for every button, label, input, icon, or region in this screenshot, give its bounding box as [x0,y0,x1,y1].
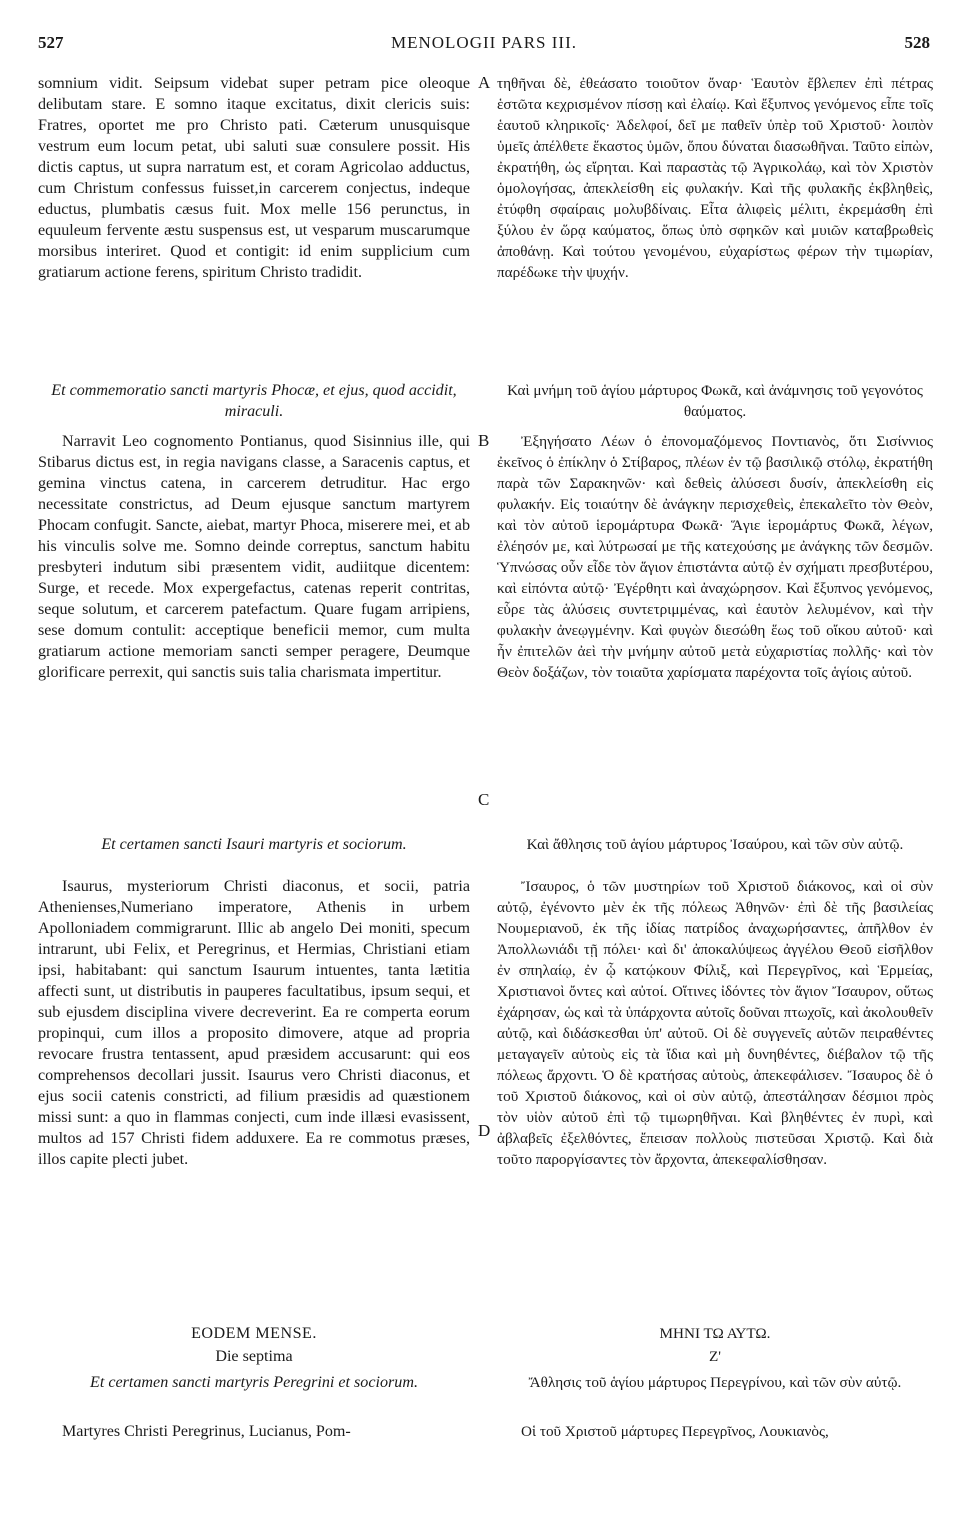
greek-heading-month: ΜΗΝΙ ΤΩ ΑΥΤΩ. [659,1325,771,1342]
margin-marker-a: A [478,73,491,92]
latin-paragraph-3: Isaurus, mysteriorum Christi diaconus, et socii, patria Athenienses,Numeriano imperatore, Athenis in urbem Apolloniadem commigrarunt. Illic ab angelo Dei moniti, specum intrarunt, ubi Felix, et Peregrinus, et Hermias, Christiani etiam ipsi, habitabant: qui sanctum Isaurum intuentes, tanta lætitia affecti sunt, ut distributis in pauperes facultatibus, ipsum sequi, et sub ejusdem disciplina vivere decreverint. Ea re comperta eorum propinqui, cum illos a proposito dimovere, atque ad propria revocare frustra tentassent, apud præsidem accusarunt: qui eos comprehensos decollari jussit. Isaurus vero Christi diaconus, et ejus socii catenis constricti, ad filium præsidis ad quæstionem missi sunt: a quo in flammas conjecti, cum inde illæsi evasissent, multos ad 157 Christi fidem adduxere. Ea re commotus præses, illos capite plecti jubet. [38,878,470,1168]
margin-marker-d: D [478,1121,491,1140]
page-number-right: 528 [904,33,930,52]
latin-heading-phocas: Et commemoratio sancti martyris Phocæ, et ejus, quod accidit, miraculi. [51,382,457,420]
latin-heading-day: Die septima [215,1348,293,1365]
latin-heading-peregrinus: Et certamen sancti martyris Peregrini et sociorum. [90,1374,418,1391]
latin-paragraph-1: somnium vidit. Seipsum videbat super petram pice oleoque delibutam stare. E somno itaque excitatus, dixit clericis suis: Fratres, oportet me pro Christo pati. Cæterum unusquisque vestrum eum locum petat, ubi saluti suæ consulere possit. His dictis captus, ut supra narratum est, et coram Agricolao adductus, cum Christum confessus fuisset,in carcerem conjectus, indeque eductus, plumbatis cæsus fuit. Mox melle 156 perunctus, in equuleum fervente æstu suspensus est, ut vesparum muscarumque morsibus interiret. Quod et contigit: id enim supplicium cum gratiarum actione ferens, spiritum Christo tradidit. [38,75,470,281]
greek-heading-phocas: Καὶ μνήμη τοῦ ἁγίου μάρτυρος Φωκᾶ, καὶ ἀνάμνησις τοῦ γεγονότος θαύματος. [507,382,923,420]
greek-paragraph-3: Ἴσαυρος, ὁ τῶν μυστηρίων τοῦ Χριστοῦ διάκονος, καὶ οἱ σὺν αὐτῷ, ἐγένοντο μὲν ἐκ τῆς πόλεως Ἀθηνῶν· ἐπὶ δὲ τῆς βασιλείας Νουμεριανοῦ, ἐκ τῆς ἰδίας πατρίδος ἀναχωρήσαντες, ἀπῆλθον ἐν Ἀπολλωνιάδι τῇ πόλει· καὶ δι' ἀποκαλύψεως ἀγγέλου Θεοῦ εἰσῆλθον ἐν σπηλαίῳ, ἐν ᾧ κατῴκουν Φίλιξ, καὶ Περεγρῖνος, καὶ Ἑρμείας, Χριστιανοὶ ὄντες καὶ αὐτοί. Οἵτινες ἰδόντες τὸν ἅγιον Ἴσαυρον, οὕτως ἐχάρησαν, ὡς καὶ τὰ ὑπάρχοντα αὐτοῖς δοῦναι πτωχοῖς, καὶ ἀκολουθεῖν αὐτῷ, καὶ διδάσκεσθαι ὑπ' αὐτοῦ. Οἱ δὲ συγγενεῖς αὐτῶν πειραθέντες μεταγαγεῖν αὐτοὺς εἰς τὰ ἴδια καὶ μὴ δυνηθέντες, διέβαλον τῷ τῆς πόλεως ἄρχοντι. Ὁ δὲ κρατήσας αὐτοὺς, ἀπεκεφάλισεν. Ἴσαυρος δὲ ὁ τοῦ Χριστοῦ διάκονος, καὶ οἱ σὺν αὐτῷ, ἀπεστάλησαν δέσμιοι πρὸς τὸν υἱὸν αὐτοῦ ἐπὶ τῷ τιμωρηθῆναι. Καὶ βληθέντες ἐν πυρὶ, καὶ ἀβλαβεῖς ἐξελθόντες, ἔπεισαν πολλοὺς πιστεῦσαι Χριστῷ. Καὶ διὰ τοῦτο παροργίσαντες τὸν ἄρχοντα, ἀπεκεφαλίσθησαν. [497,878,933,1168]
latin-paragraph-4: Martyres Christi Peregrinus, Lucianus, Pom- [62,1423,351,1440]
margin-marker-c: C [478,790,490,809]
latin-heading-isaurus: Et certamen sancti Isauri martyris et sociorum. [101,836,407,853]
greek-paragraph-4: Οἱ τοῦ Χριστοῦ μάρτυρες Περεγρῖνος, Λουκιανὸς, [521,1423,829,1440]
latin-heading-month: EODEM MENSE. [191,1325,317,1342]
page-header [38,33,930,55]
latin-paragraph-2: Narravit Leo cognomento Pontianus, quod Sisinnius ille, qui Stibarus dictus est, in regia navigans classe, a Saracenis captus, et gemina vinctus catena, in carcerem detruditur. Hac ergo necessitate constrictus, ad Deum ejusque sanctum martyrem Phocam confugit. Sancte, aiebat, martyr Phoca, miserere mei, et ab his vinculis solve me. Somno deinde correptus, sanctum habitu presbyteri indutum sibi præsentem vidit, audiitque dicentem: Surge, et recede. Mox expergefactus, catenas reperit contritas, seque solutum, et carcerem patefactum. Quare fugam arripiens, sese domum contulit: acceptique beneficii memor, cum multa gratiarum actione memoriam sancti semper peragere, Deumque glorificare perrexit, qui sanctis suis talia charismata impertitur. [38,433,470,681]
margin-marker-b: B [478,431,490,450]
greek-heading-day: Ζ' [708,1348,721,1365]
greek-paragraph-1: τηθῆναι δὲ, ἐθεάσατο τοιοῦτον ὄναρ· Ἑαυτὸν ἔβλεπεν ἐπὶ πέτρας ἑστῶτα κεχρισμένον πίσσῃ καὶ ἐλαίῳ. Καὶ ἔξυπνος γενόμενος εἶπε τοῖς ἑαυτοῦ κληρικοῖς· Ἀδελφοί, δεῖ με παθεῖν ὑπὲρ τοῦ Χριστοῦ· λοιπὸν ὑμεῖς ἀπέλθετε ἕκαστος ὑμῶν, ὅπου δύναται διασωθῆναι. Ταῦτο εἰπὼν, ἐκρατήθη, ὡς εἴρηται. Καὶ παραστὰς τῷ Ἀγρικολάῳ, καὶ τὸν Χριστὸν ὁμολογήσας, ἀπεκλείσθη εἰς φυλακήν. Καὶ τῆς φυλακῆς ἐκβληθεὶς, ἐτύφθη σφαίραις μολυβδίναις. Εἶτα ἀλιφεὶς μέλιτι, ἐκρεμάσθη ἐπὶ ξύλου ἐν ὥρᾳ καύματος, ὅπως ὑπὸ σφηκῶν καὶ μυιῶν καταβρωθεὶς ἀποθάνῃ. Καὶ τούτου γενομένου, εὐχαρίστως φέρων τὴν τιμωρίαν, παρέδωκε τὴν ψυχήν. [497,75,933,281]
page-number-left: 527 [38,33,64,52]
greek-heading-isaurus: Καὶ ἄθλησις τοῦ ἁγίου μάρτυρος Ἰσαύρου, καὶ τῶν σὺν αὐτῷ. [526,836,904,853]
greek-heading-peregrinus: Ἄθλησις τοῦ ἁγίου μάρτυρος Περεγρίνου, καὶ τῶν σὺν αὐτῷ. [528,1374,902,1391]
greek-paragraph-2: Ἐξηγήσατο Λέων ὁ ἐπονομαζόμενος Ποντιανὸς, ὅτι Σισίννιος ἐκεῖνος ὁ ἐπίκλην ὁ Στίβαρος, πλέων ἐν τῷ βασιλικῷ στόλῳ, ἐκρατήθη παρὰ τῶν Σαρακηνῶν· καὶ δεθεὶς ἁλύσεσι δυσίν, ἀπεκλείσθη εἰς φυλακήν. Εἰς τοιαύτην δὲ ἀνάγκην περισχεθεὶς, ἐπεκαλεῖτο τὸν Θεὸν, καὶ τὸν αὐτοῦ ἱερομάρτυρα Φωκᾶ· Ἅγιε ἱερομάρτυς Φωκᾶ, λέγων, ἐλέησόν με, καὶ λύτρωσαί με τῆς κατεχούσης με ἀνάγκης τῶν δεσμῶν. Ὑπνώσας οὖν εἶδε τὸν ἅγιον ἐπιστάντα αὐτῷ ἐν σχήματι πρεσβυτέρου, καὶ εἰπόντα αὐτῷ· Ἐγέρθητι καὶ ἀναχώρησον. Καὶ ἔξυπνος γενόμενος, εὗρε τὰς ἁλύσεις συντετριμμένας, καὶ ἑαυτὸν λελυμένον, καὶ τὴν φυλακὴν ἀνεῳγμένην. Καὶ φυγὼν διεσώθη ἕως τοῦ οἴκου αὐτοῦ· καὶ ἦν ἐπιτελῶν ἀεὶ τὴν μνήμην αὐτοῦ μετὰ εὐχαριστίας πολλῆς· καὶ τὸν Θεὸν δοξάζων, τὸν τοιαῦτα χαρίσματα παρέχοντα τοῖς ἁγίοις αὐτοῦ. [497,433,933,681]
running-title: MENOLOGII PARS III. [390,33,577,52]
